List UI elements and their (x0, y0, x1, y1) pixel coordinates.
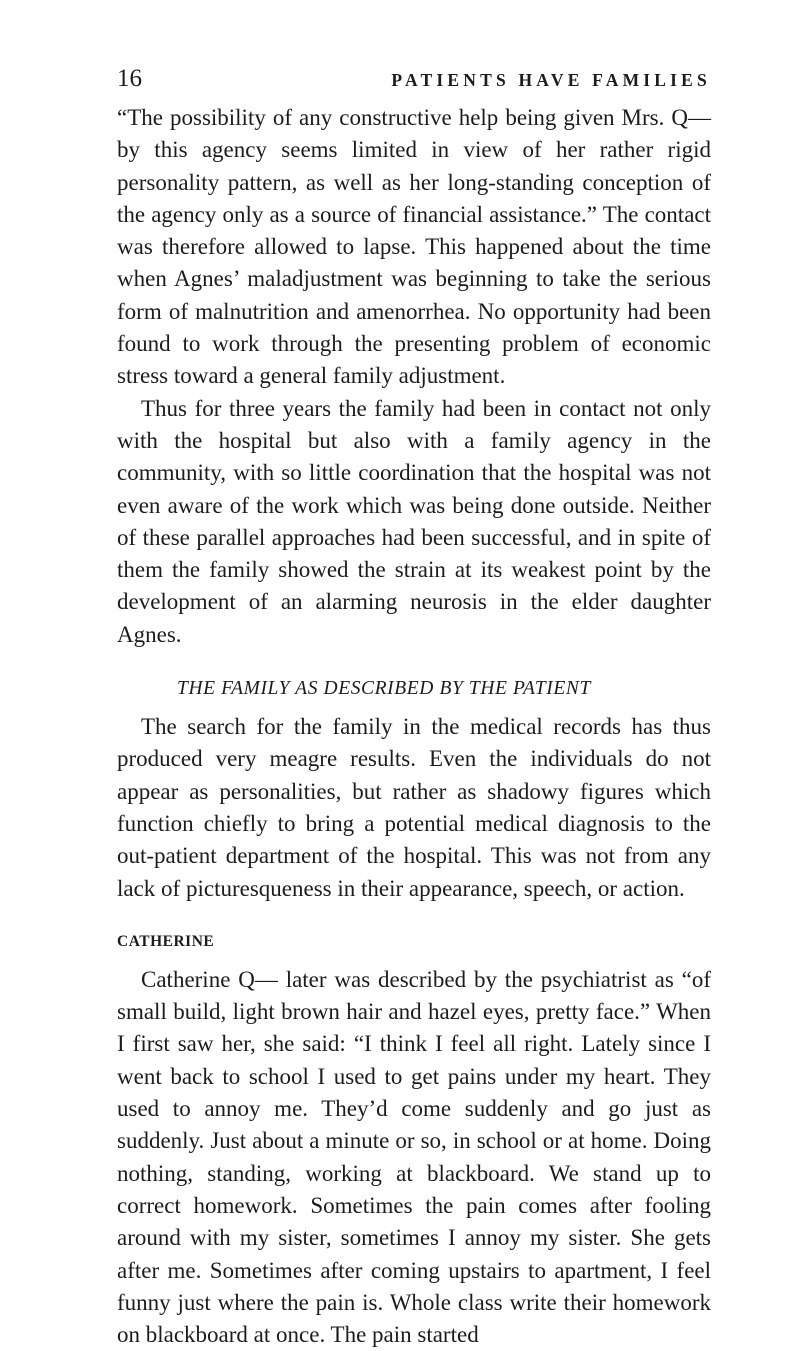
paragraph-continued: “The possibility of any constructive help being given Mrs. Q— by this agency seems limited in view of her rather rigid personality pattern, as well as her long-standing conception of the agency only as a source of financial assistance.” The contact was therefore allowed to lapse. This happened about the time when Agnes’ maladjustment was beginning to take the serious form of malnutrition and amenorrhea. No opportunity had been found to work through the presenting problem of economic stress toward a general family adjustment. (117, 105, 711, 389)
paragraph: Catherine Q— later was described by the psychiatrist as “of small build, light brown hair and hazel eyes, pretty face.” When I first saw her, she said: “I think I feel all right. Lately since I went back to school I used to get pains under my heart. They used to annoy me. They’d come suddenly and go just as suddenly. Just about a minute or so, in school or at home. Doing nothing, standing, working at blackboard. We stand up to correct homework. Sometimes the pain comes after fooling around with my sister, sometimes I annoy my sister. She gets after me. Sometimes after coming upstairs to apartment, I feel funny just where the pain is. Whole class write their homework on blackboard at once. The pain started (117, 966, 711, 1348)
page-number: 16 (117, 65, 142, 92)
running-head (117, 62, 711, 96)
sub-heading: CATHERINE (117, 932, 215, 950)
running-title: PATIENTS HAVE FAMILIES (391, 70, 711, 90)
section-heading: THE FAMILY AS DESCRIBED BY THE PATIENT (177, 678, 591, 700)
body-text (117, 102, 711, 1351)
paragraph: The search for the family in the medical records has thus produced very meagre results. Even the individuals do not appear as personalities, but rather as shadowy figures which function chiefly to bring a potential medical diagnosis to the out-patient department of the hospital. This was not from any lack of picturesqueness in their appearance, speech, or action. (117, 714, 711, 901)
paragraph: Thus for three years the family had been in contact not only with the hospital but also with a family agency in the community, with so little coordination that the hospital was not even aware of the work which was being done outside. Neither of these parallel approaches had been successful, and in spite of them the family showed the strain at its weakest point by the development of an alarming neurosis in the elder daughter Agnes. (117, 395, 711, 647)
